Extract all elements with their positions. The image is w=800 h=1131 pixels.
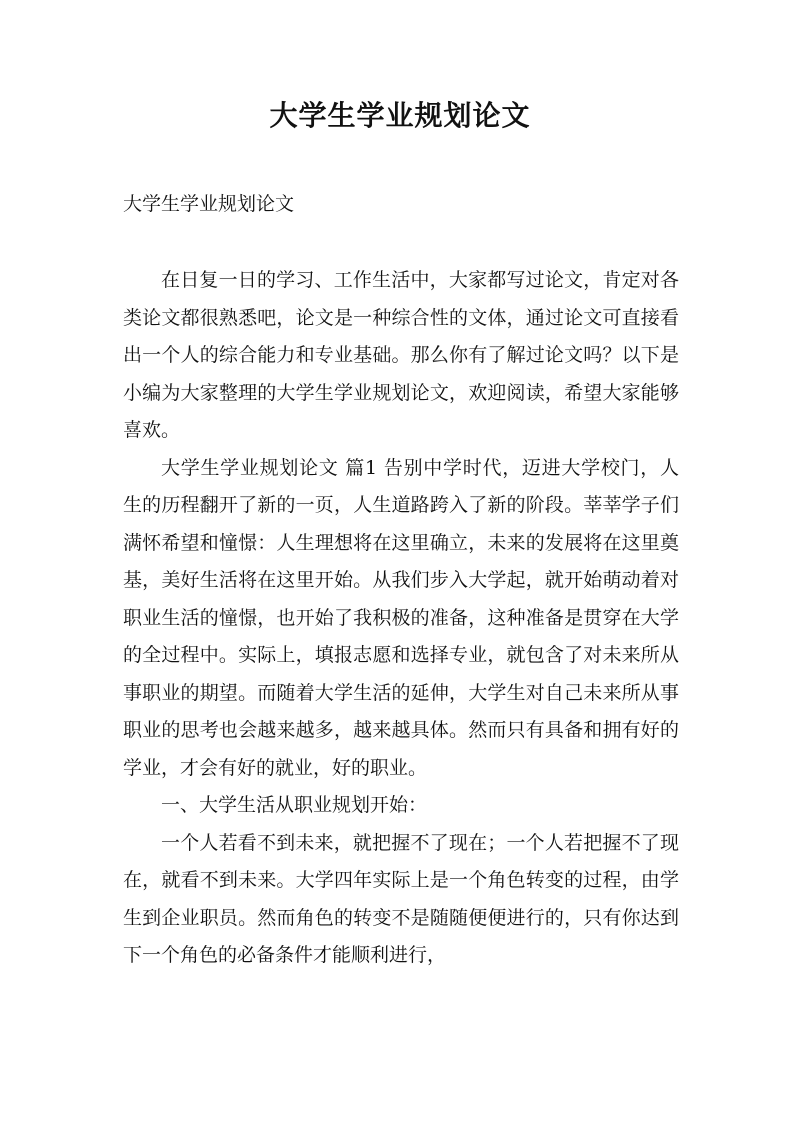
document-title: 大学生学业规划论文 [269,99,531,132]
body-paragraph: 一个人若看不到未来，就把握不了现在；一个人若把握不了现在，就看不到未来。大学四年实际上是一个角色转变的过程，由学生到企业职员。然而角色的转变不是随随便便进行的，只有你达到下一个角色的必备条件才能顺利进行， [123,831,679,966]
section-one-paragraph: 大学生学业规划论文 篇1 告别中学时代，迈进大学校门，人生的历程翻开了新的一页，人生道路跨入了新的阶段。莘莘学子们满怀希望和憧憬：人生理想将在这里确立，未来的发展将在这里奠基，美好生活将在这里开始。从我们步入大学起，就开始萌动着对职业生活的憧憬，也开始了我积极的准备，这种准备是贯穿在大学的全过程中。实际上，填报志愿和选择专业，就包含了对未来所从事职业的期望。而随着大学生活的延伸，大学生对自己未来所从事职业的思考也会越来越多，越来越具体。然而只有具备和拥有好的学业，才会有好的就业，好的职业。 [123,456,679,779]
document-body [123,262,679,975]
intro-paragraph: 在日复一日的学习、工作生活中，大家都写过论文，肯定对各类论文都很熟悉吧，论文是一种综合性的文体，通过论文可直接看出一个人的综合能力和专业基础。那么你有了解过论文吗？以下是小编为大家整理的大学生学业规划论文，欢迎阅读，希望大家能够喜欢。 [123,269,679,441]
document-subtitle: 大学生学业规划论文 [123,193,295,215]
section-heading-paragraph: 一、大学生活从职业规划开始： [161,794,428,816]
